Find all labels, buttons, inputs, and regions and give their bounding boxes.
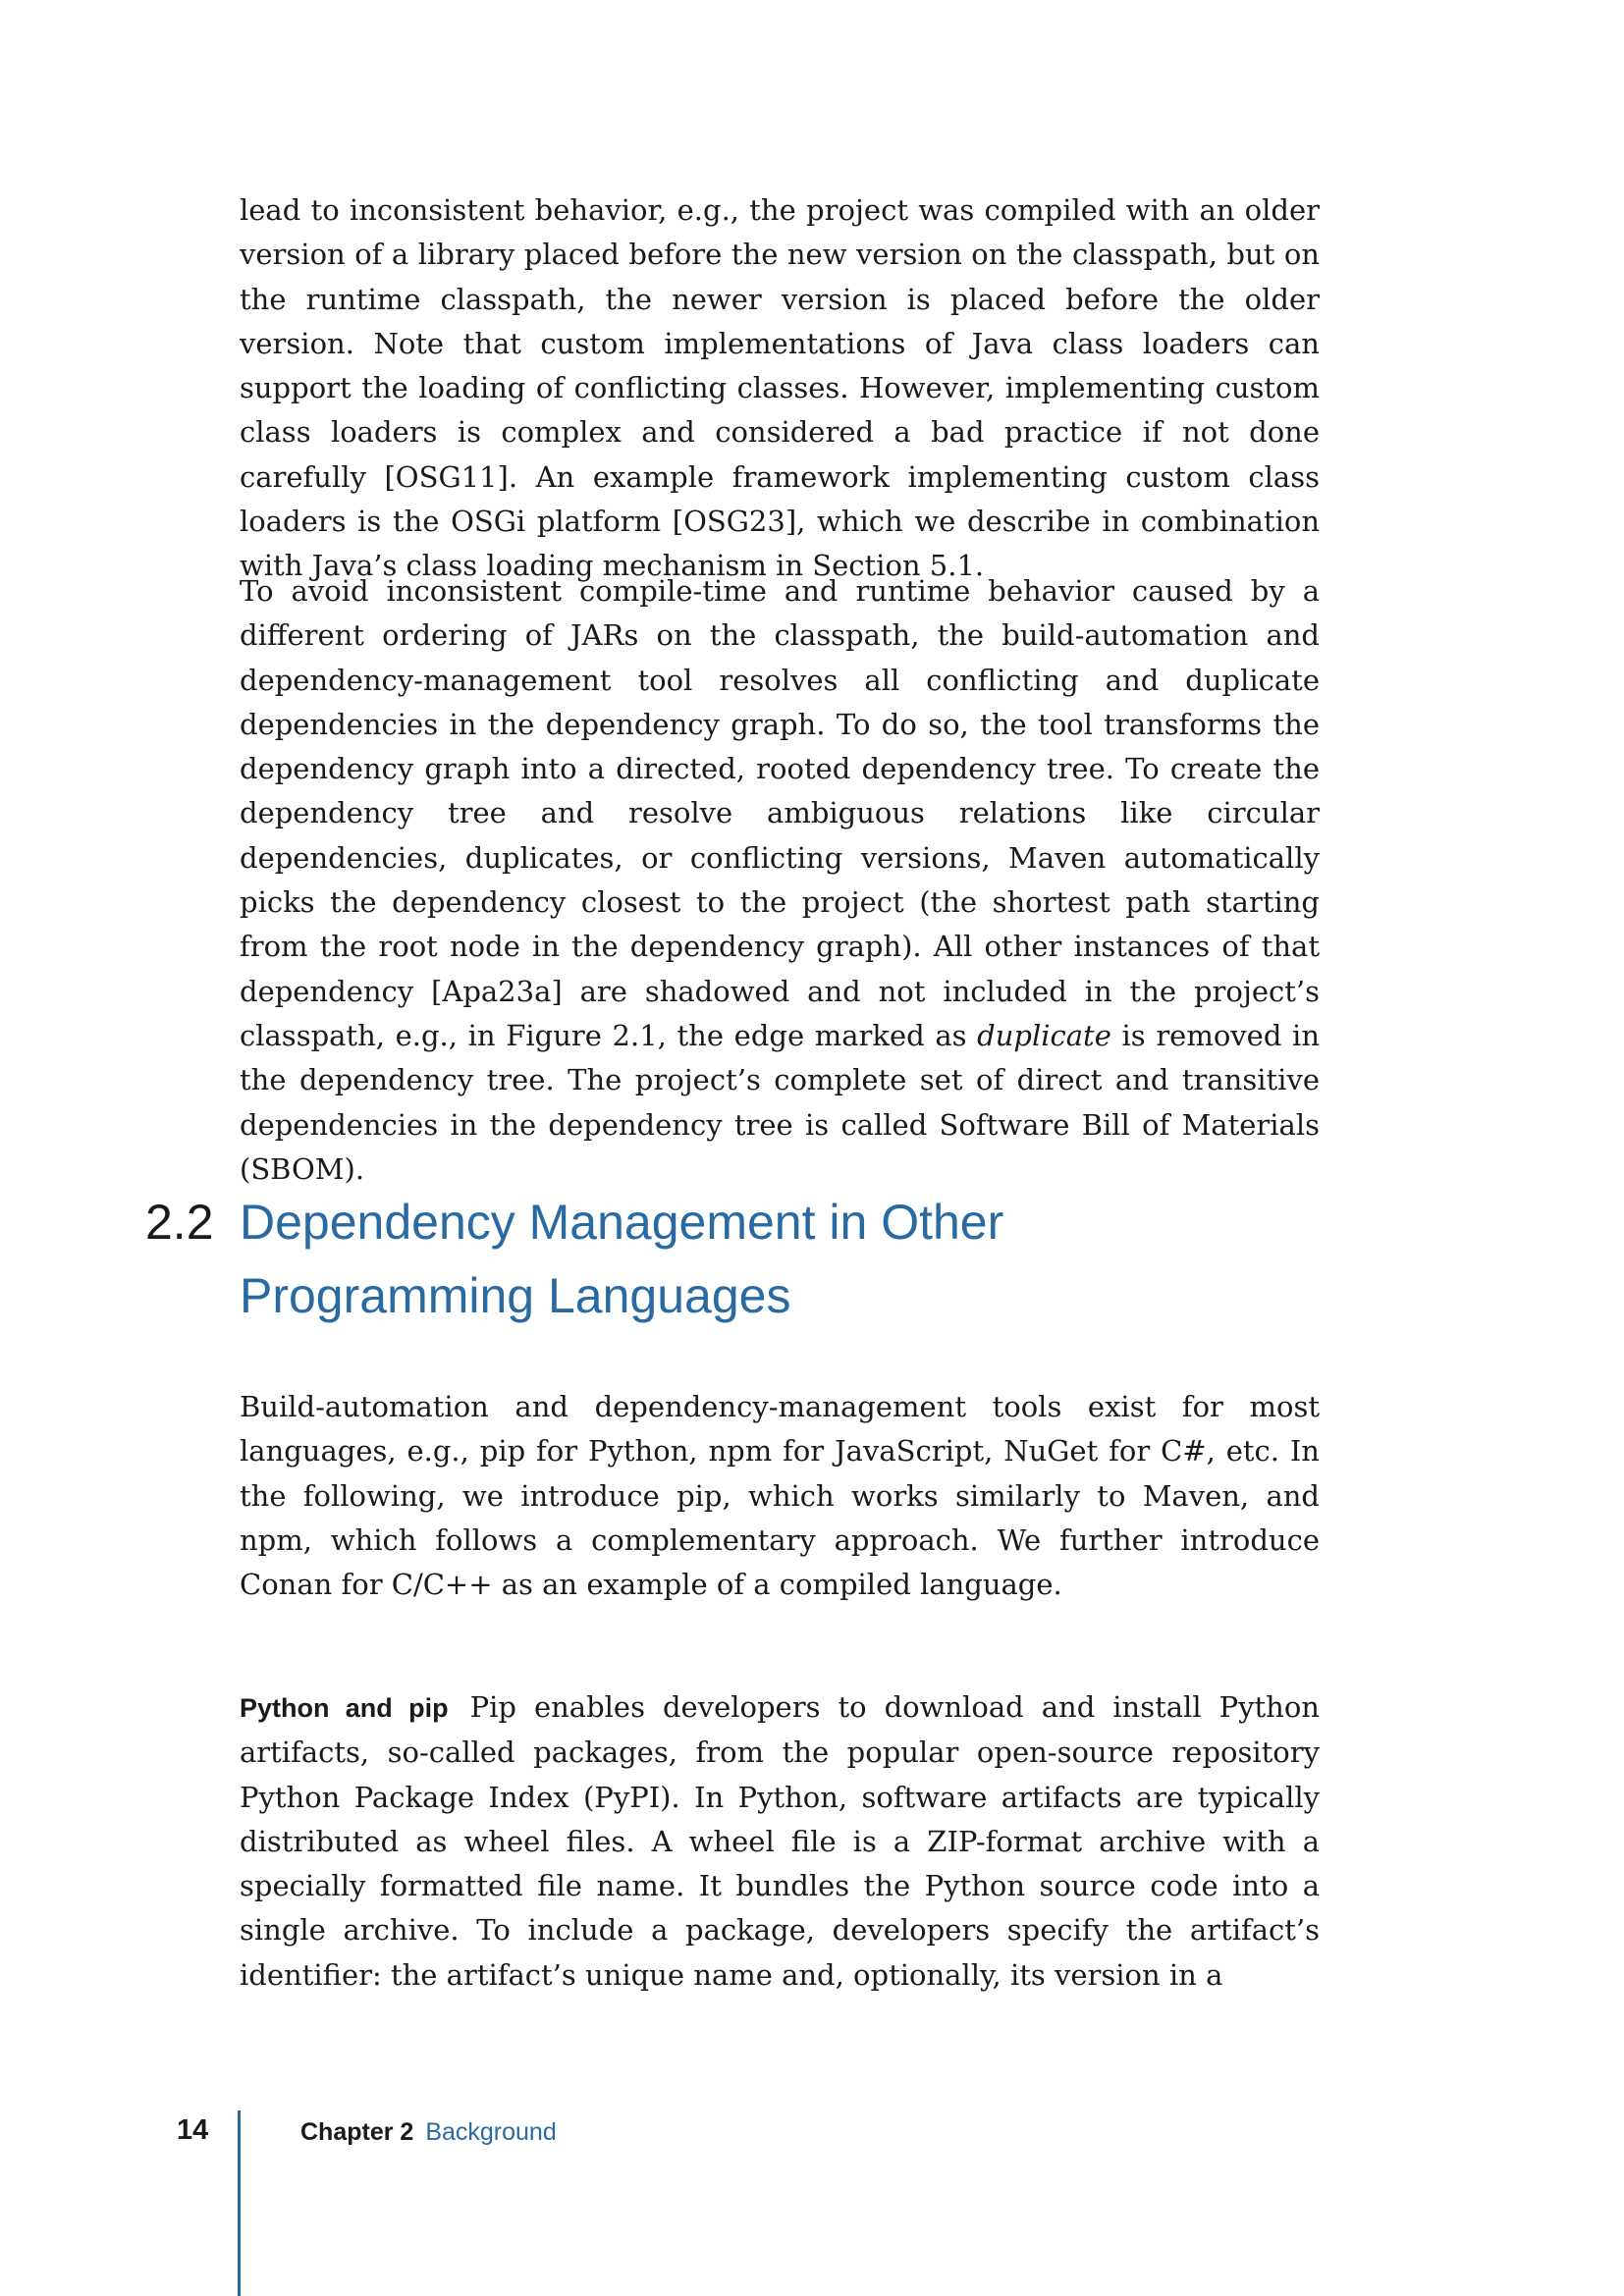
para2-text-before: To avoid inconsistent compile-time and runtime behavior caused by a different ordering of JARs on the classpath, the build-automation and dependency-management tool resolves all conflicting and duplicate dependencies in the dependency graph. To do so, the tool transforms the dependency graph into a directed, rooted dependency tree. To create the dependency tree and resolve ambiguous relations like circular dependencies, duplicates, or conflicting versions, Maven automatically picks the dependency closest to the project (the shortest path starting from the root node in the dependency graph). All other instances of that dependency [Apa23a] are shadowed and not included in the project’s classpath, e.g., in Figure 2.1, the edge marked as	[240, 574, 1320, 1052]
page-footer	[0, 2110, 1624, 2296]
body-paragraph-class-loaders: lead to inconsistent behavior, e.g., the project was compiled with an older version of a library placed before the new version on the classpath, but on the runtime classpath, the newer version is placed before the older version. Note that custom implementations of Java class loaders can support the loading of conflicting classes. However, implementing custom class loaders is complex and considered a bad practice if not done carefully [OSG11]. An example framework implementing custom class loaders is the OSGi platform [OSG23], which we describe in combination with Java’s class loading mechanism in Section 5.1.	[240, 193, 1320, 583]
para4-text: Pip enables developers to download and install Python artifacts, so-called packages, from the popular open-source repository Python Package Index (PyPI). In Python, software artifacts are typically distributed as wheel files. A wheel file is a ZIP-format archive with a specially formatted file name. It bundles the Python source code into a single archive. To include a package, developers specify the artifact’s identifier: the artifact’s unique name and, optionally, its version in a	[240, 1690, 1320, 1992]
section-number: 2.2	[145, 1195, 214, 1250]
body-paragraph-python-pip	[240, 1685, 1320, 1998]
page-number: 14	[177, 2114, 209, 2146]
section-title: Dependency Management in Other Programming Languages	[240, 1195, 1004, 1323]
footer-chapter-reference	[300, 2112, 557, 2152]
footer-divider-rule	[238, 2110, 241, 2296]
body-paragraph-tools-intro: Build-automation and dependency-management tools exist for most languages, e.g., pip for Python, npm for JavaScript, NuGet for C#, etc. In the following, we introduce pip, which works similarly to Maven, and npm, which follows a complementary approach. We further introduce Conan for C/C++ as an example of a compiled language.	[240, 1390, 1320, 1602]
para2-text-after: is removed in the dependency tree. The project’s complete set of direct and transitive dependencies in the dependency tree is called Software Bill of Materials (SBOM).	[240, 1018, 1321, 1186]
chapter-name: Background	[425, 2118, 557, 2146]
run-in-heading-python-pip: Python and pip	[240, 1693, 449, 1723]
body-paragraph-dependency-tree	[240, 569, 1320, 1192]
chapter-label: Chapter 2	[300, 2118, 414, 2146]
emphasis-duplicate: duplicate	[977, 1018, 1111, 1052]
